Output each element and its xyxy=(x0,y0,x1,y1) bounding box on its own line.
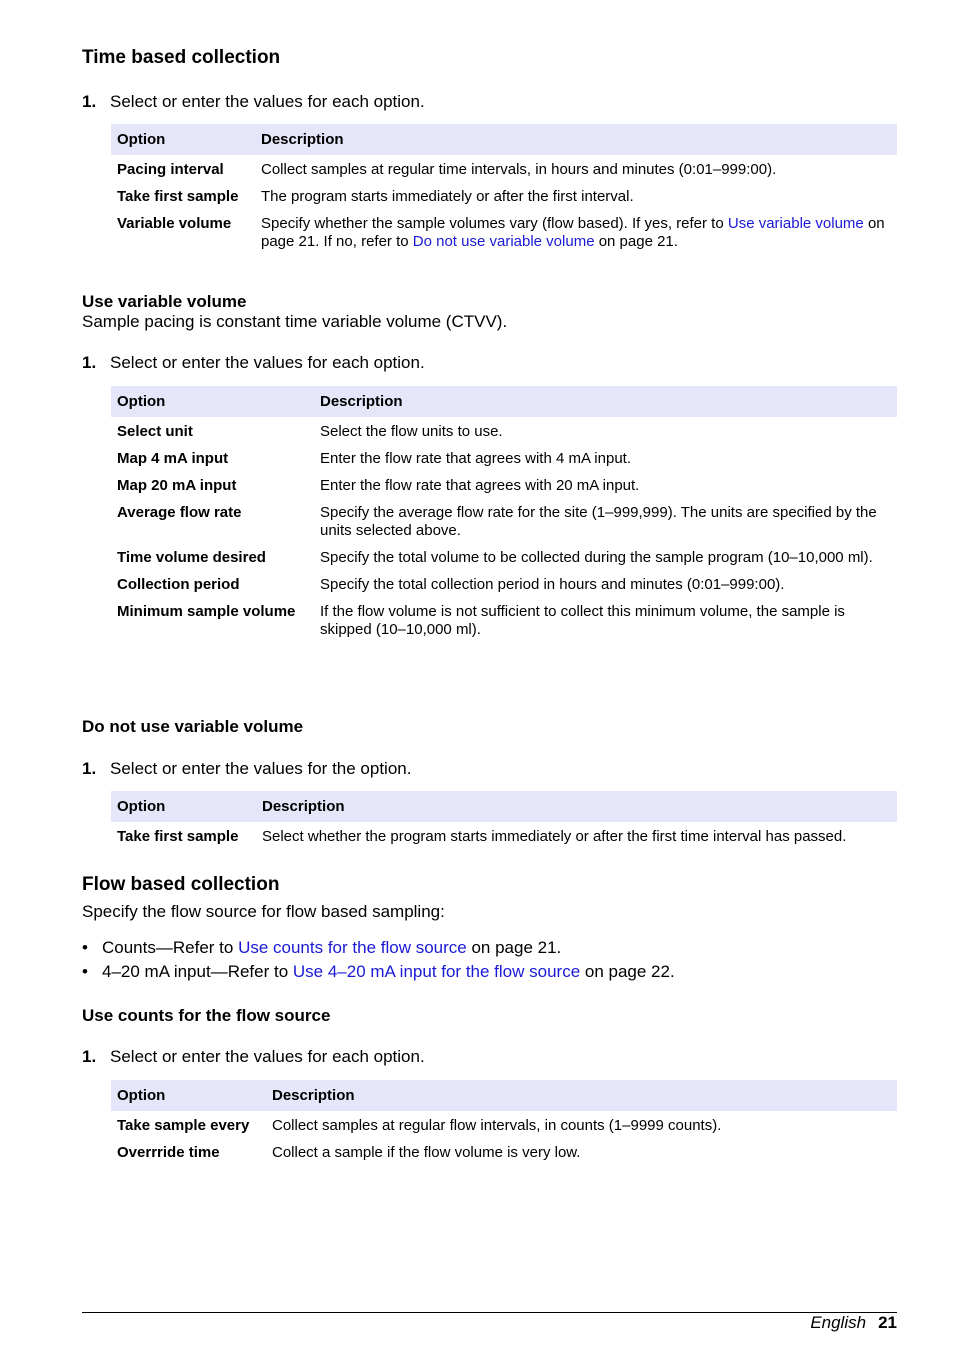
option-description: If the flow volume is not sufficient to collect this minimum volume, the sample is skipped (10–10,000 ml). xyxy=(320,603,845,638)
table-row xyxy=(111,182,897,209)
table-row xyxy=(111,597,897,642)
list-item-text: on page 22. xyxy=(580,962,675,981)
list-item-text: Counts—Refer to xyxy=(102,938,239,957)
step-number: 1. xyxy=(82,353,97,372)
table-row xyxy=(111,209,897,254)
description-text: on page 21. If no, refer to xyxy=(261,215,885,250)
options-table-do-not-use-variable-volume xyxy=(111,791,897,849)
option-description: Select whether the program starts immediately or after the first time interval has passed. xyxy=(262,828,847,845)
options-table-use-counts xyxy=(111,1080,897,1165)
section-title-flow-based: Flow based collection xyxy=(82,874,280,895)
list-item-text: on page 21. xyxy=(466,938,562,957)
option-name: Collection period xyxy=(117,576,240,593)
footer-divider xyxy=(82,1312,897,1313)
option-description: Collect a sample if the flow volume is very low. xyxy=(272,1144,581,1161)
option-name: Minimum sample volume xyxy=(117,603,296,620)
step-text: Select or enter the values for each option. xyxy=(110,1047,425,1066)
section-intro: Specify the flow source for flow based sampling: xyxy=(82,902,445,921)
table-row xyxy=(111,444,897,471)
description-text: on page 21. xyxy=(594,233,678,250)
step-text: Select or enter the values for the option. xyxy=(110,759,412,778)
column-header-description: Description xyxy=(266,1080,897,1111)
option-description: Enter the flow rate that agrees with 4 mA input. xyxy=(320,450,632,467)
table-header-row xyxy=(111,124,897,155)
list-item xyxy=(82,936,675,960)
option-name: Take first sample xyxy=(117,188,239,205)
table-row xyxy=(111,498,897,543)
link-use-variable-volume[interactable]: Use variable volume xyxy=(727,215,864,232)
option-name: Variable volume xyxy=(117,215,232,232)
column-header-option: Option xyxy=(111,386,314,417)
option-description: Specify the total collection period in hours and minutes (0:01–999:00). xyxy=(320,576,785,593)
section-title-use-counts: Use counts for the flow source xyxy=(82,1006,331,1025)
option-name: Select unit xyxy=(117,423,193,440)
column-header-option: Option xyxy=(111,1080,266,1111)
link-use-counts[interactable]: Use counts for the flow source xyxy=(238,938,467,957)
section-title-time-based: Time based collection xyxy=(82,47,281,68)
step-1 xyxy=(82,1047,425,1067)
step-number: 1. xyxy=(82,759,97,778)
option-name: Map 20 mA input xyxy=(117,477,237,494)
link-use-4-20ma[interactable]: Use 4–20 mA input for the flow source xyxy=(292,962,581,981)
table-row xyxy=(111,570,897,597)
column-header-description: Description xyxy=(314,386,897,417)
table-row xyxy=(111,1138,897,1165)
table-row xyxy=(111,543,897,570)
column-header-description: Description xyxy=(256,791,897,822)
option-description: Enter the flow rate that agrees with 20 mA input. xyxy=(320,477,640,494)
table-row xyxy=(111,1111,897,1138)
table-row xyxy=(111,155,897,182)
step-text: Select or enter the values for each option. xyxy=(110,92,425,111)
options-table-use-variable-volume xyxy=(111,386,897,642)
page-footer xyxy=(810,1313,897,1333)
page-number: 21 xyxy=(878,1313,897,1332)
step-1 xyxy=(82,759,411,779)
step-1 xyxy=(82,353,425,373)
section-intro: Sample pacing is constant time variable volume (CTVV). xyxy=(82,312,508,331)
list-item-text: 4–20 mA input—Refer to xyxy=(102,962,293,981)
description-text: Specify whether the sample volumes vary (flow based). If yes, refer to xyxy=(261,215,728,232)
bullet-icon: • xyxy=(82,938,88,957)
option-name: Average flow rate xyxy=(117,504,242,521)
step-number: 1. xyxy=(82,92,97,111)
column-header-description: Description xyxy=(255,124,897,155)
link-do-not-use-variable-volume[interactable]: Do not use variable volume xyxy=(412,233,595,250)
table-row xyxy=(111,417,897,444)
column-header-option: Option xyxy=(111,791,256,822)
step-text: Select or enter the values for each option. xyxy=(110,353,425,372)
option-name: Overrride time xyxy=(117,1144,220,1161)
table-header-row xyxy=(111,386,897,417)
option-name: Pacing interval xyxy=(117,161,224,178)
option-description: Collect samples at regular time intervals, in hours and minutes (0:01–999:00). xyxy=(261,161,777,178)
option-description: Specify the average flow rate for the site (1–999,999). The units are specified by the units selected above. xyxy=(320,504,877,539)
options-table-time-based xyxy=(111,124,897,254)
option-name: Take first sample xyxy=(117,828,239,845)
option-description: The program starts immediately or after the first interval. xyxy=(261,188,634,205)
option-description: Collect samples at regular flow intervals, in counts (1–9999 counts). xyxy=(272,1117,722,1134)
option-description xyxy=(255,209,897,254)
section-title-use-variable-volume: Use variable volume xyxy=(82,292,247,311)
option-name: Map 4 mA input xyxy=(117,450,229,467)
table-header-row xyxy=(111,1080,897,1111)
table-header-row xyxy=(111,791,897,822)
table-row xyxy=(111,822,897,849)
option-name: Time volume desired xyxy=(117,549,266,566)
option-name: Take sample every xyxy=(117,1117,250,1134)
option-description: Select the flow units to use. xyxy=(320,423,503,440)
step-number: 1. xyxy=(82,1047,97,1066)
list-item xyxy=(82,960,675,984)
flow-source-list xyxy=(82,936,675,984)
column-header-option: Option xyxy=(111,124,255,155)
step-1 xyxy=(82,92,425,112)
section-title-do-not-use-variable-volume: Do not use variable volume xyxy=(82,717,304,736)
option-description: Specify the total volume to be collected during the sample program (10–10,000 ml). xyxy=(320,549,873,566)
table-row xyxy=(111,471,897,498)
footer-language: English xyxy=(810,1313,867,1332)
bullet-icon: • xyxy=(82,962,88,981)
